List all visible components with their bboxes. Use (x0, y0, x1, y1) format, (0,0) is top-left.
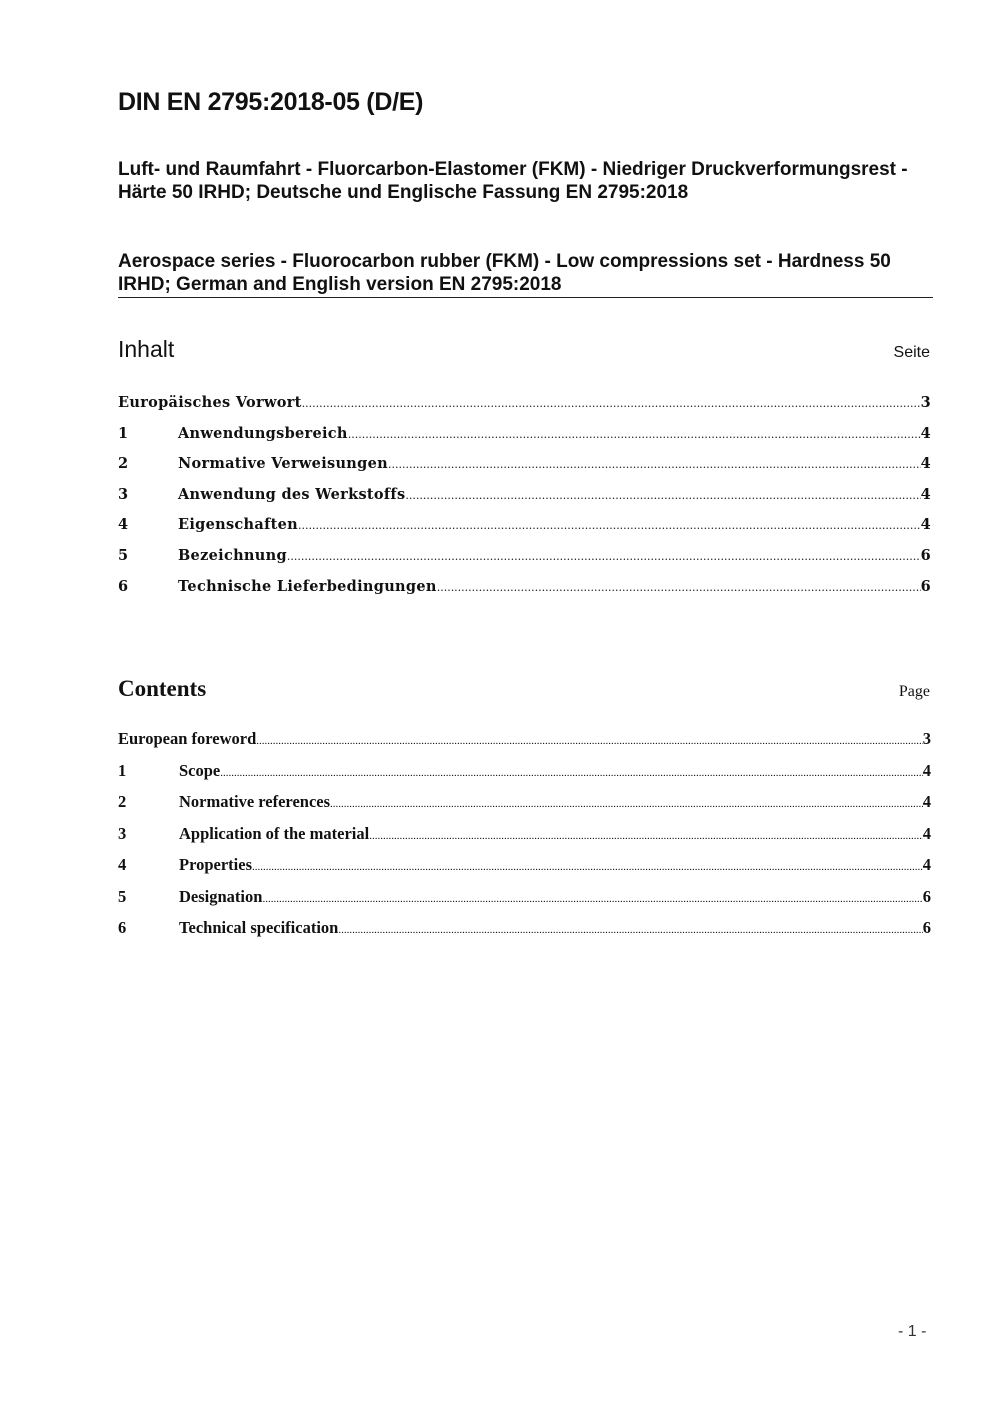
toc-leader-dots (348, 428, 921, 441)
toc-entry-page: 6 (922, 886, 931, 906)
toc-entry-page: 6 (922, 918, 931, 937)
toc-entry[interactable] (118, 516, 931, 547)
toc-entry-number: 1 (118, 424, 129, 442)
toc-entry-title: Anwendung des Werkstoffs (178, 485, 406, 503)
toc-entry-page: 4 (920, 485, 931, 503)
toc-heading-english (118, 676, 930, 702)
toc-entry[interactable] (118, 578, 931, 609)
toc-entry-title: Eigenschaften (178, 516, 298, 534)
toc-leader-dots (262, 893, 922, 905)
toc-list-german (118, 394, 931, 608)
toc-entry[interactable] (118, 918, 931, 950)
document-title-english: Aerospace series - Fluorocarbon rubber (FKM) - Low compressions set - Hardness 50 IRHD; German and English version EN 2795:2018 (118, 251, 891, 295)
toc-entry-number: 2 (118, 455, 129, 473)
toc-entry-number: 4 (118, 516, 129, 534)
toc-entry-page: 4 (920, 516, 931, 534)
toc-leader-dots (287, 550, 921, 563)
toc-entry[interactable] (118, 761, 931, 793)
toc-entry-page: 4 (922, 792, 931, 811)
toc-entry-page: 4 (922, 823, 931, 843)
toc-entry[interactable] (118, 425, 931, 456)
toc-list-english (118, 729, 931, 950)
page-number: - 1 - (898, 1323, 927, 1340)
toc-leader-dots (437, 581, 921, 594)
toc-entry[interactable] (118, 729, 931, 761)
toc-leader-dots (405, 489, 920, 502)
toc-leader-dots (298, 519, 921, 532)
toc-entry-number: 6 (118, 918, 127, 937)
toc-entry[interactable] (118, 394, 931, 425)
toc-page-label-german: Seite (893, 344, 930, 361)
toc-entry-title: Anwendungsbereich (178, 424, 348, 442)
toc-leader-dots (369, 830, 923, 842)
toc-entry-title: Europäisches Vorwort (118, 394, 302, 411)
toc-entry-page: 4 (922, 760, 931, 780)
toc-page-label-english: Page (898, 683, 930, 700)
toc-entry-page: 4 (920, 455, 931, 473)
toc-entry-title: Application of the material (179, 823, 370, 843)
toc-title-english: Contents (118, 676, 207, 701)
toc-heading-german (118, 336, 930, 363)
document-title-german: Luft- und Raumfahrt - Fluorcarbon-Elastomer (FKM) - Niedriger Druckverformungsrest - Härte 50 IRHD; Deutsche und Englische Fassung EN 2795:2018 (118, 159, 908, 203)
toc-entry-title: Scope (179, 760, 221, 780)
toc-entry-number: 4 (118, 855, 127, 874)
toc-leader-dots (388, 458, 921, 471)
toc-leader-dots (220, 767, 923, 779)
toc-entry-title: Technical specification (179, 918, 339, 937)
toc-entry[interactable] (118, 855, 931, 887)
toc-entry-number: 2 (118, 792, 127, 811)
toc-leader-dots (330, 798, 923, 810)
toc-entry-title: Normative Verweisungen (178, 455, 388, 473)
toc-entry[interactable] (118, 887, 931, 919)
toc-entry-number: 6 (118, 577, 129, 595)
toc-entry-number: 3 (118, 823, 127, 843)
toc-entry-page: 4 (922, 855, 931, 874)
toc-title-german: Inhalt (118, 336, 175, 362)
toc-entry-page: 4 (920, 424, 931, 442)
toc-entry-page: 3 (922, 729, 931, 748)
toc-entry-number: 1 (118, 760, 127, 780)
toc-entry[interactable] (118, 486, 931, 517)
toc-entry-page: 3 (920, 394, 931, 411)
toc-leader-dots (256, 735, 922, 747)
toc-entry-title: Technische Lieferbedingungen (178, 577, 437, 595)
document-id: DIN EN 2795:2018-05 (D/E) (118, 88, 424, 116)
title-divider (118, 297, 933, 298)
toc-entry-title: European foreword (118, 729, 257, 748)
toc-entry-title: Designation (179, 886, 263, 906)
toc-entry-title: Properties (179, 855, 253, 874)
toc-entry-title: Normative references (179, 792, 331, 811)
toc-entry[interactable] (118, 547, 931, 578)
toc-leader-dots (338, 924, 922, 936)
toc-entry-page: 6 (920, 577, 931, 595)
toc-entry[interactable] (118, 792, 931, 824)
toc-leader-dots (302, 397, 921, 410)
toc-entry-number: 5 (118, 546, 129, 564)
toc-entry-title: Bezeichnung (178, 546, 287, 564)
toc-entry[interactable] (118, 455, 931, 486)
toc-leader-dots (252, 861, 923, 873)
toc-entry-page: 6 (920, 546, 931, 564)
toc-entry-number: 5 (118, 886, 127, 906)
toc-entry-number: 3 (118, 485, 129, 503)
toc-entry[interactable] (118, 824, 931, 856)
